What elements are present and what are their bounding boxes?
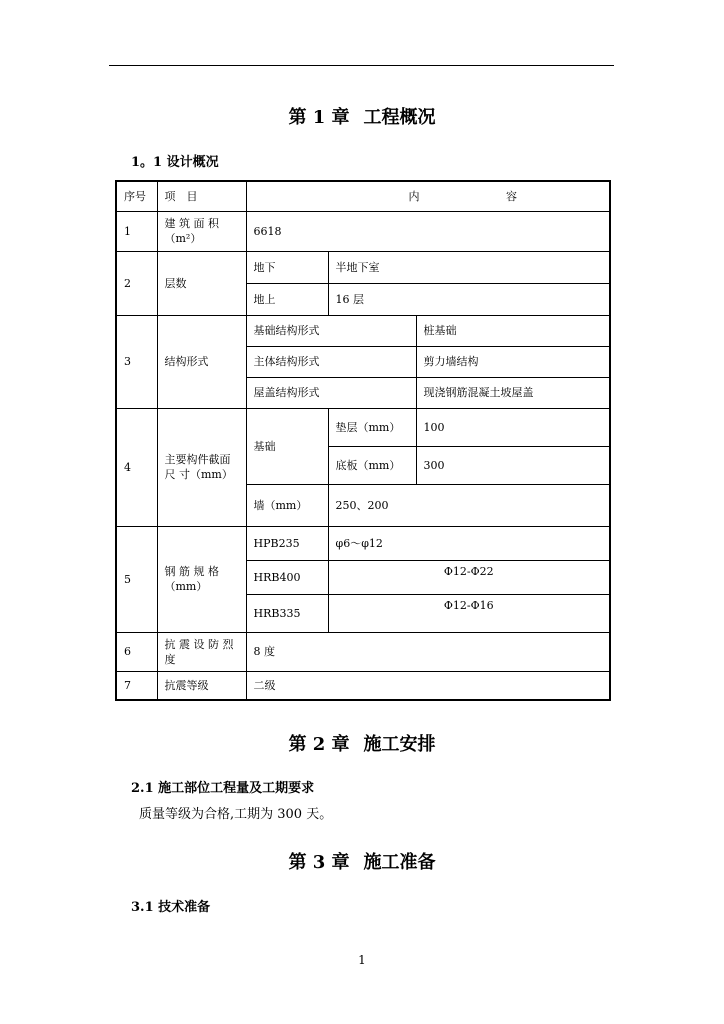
row-no: 3 bbox=[116, 315, 157, 408]
cell-label: 主体结构形式 bbox=[246, 346, 416, 377]
table-row bbox=[116, 671, 610, 700]
cell-value: φ6～φ12 bbox=[328, 526, 610, 560]
chapter-1-number: 第 1 章 bbox=[288, 107, 350, 128]
cell-value: 剪力墙结构 bbox=[416, 346, 610, 377]
cell-label: HRB335 bbox=[246, 594, 328, 632]
row-no: 2 bbox=[116, 251, 157, 315]
cell-label: 地下 bbox=[246, 251, 328, 283]
header-content-a: 内 bbox=[408, 189, 420, 203]
table-row bbox=[116, 526, 610, 560]
cell-label: 底板（mm） bbox=[328, 446, 416, 484]
cell-value: 半地下室 bbox=[328, 251, 610, 283]
chapter-1-title bbox=[0, 103, 724, 129]
row-item: 层数 bbox=[157, 251, 246, 315]
row-no: 4 bbox=[116, 408, 157, 526]
row-value: 6618 bbox=[246, 211, 610, 251]
header-rule bbox=[109, 65, 614, 66]
row-value: 二级 bbox=[246, 671, 610, 700]
cell-label: 地上 bbox=[246, 283, 328, 315]
header-item: 项 目 bbox=[157, 181, 246, 211]
chapter-2-number: 第 2 章 bbox=[288, 734, 350, 755]
row-value: 8 度 bbox=[246, 632, 610, 671]
chapter-2-title bbox=[0, 730, 724, 756]
table-row bbox=[116, 315, 610, 346]
cell-value: 100 bbox=[416, 408, 610, 446]
cell-label: 基础结构形式 bbox=[246, 315, 416, 346]
cell-value: Φ12-Φ22 bbox=[328, 560, 610, 594]
row-item: 抗震等级 bbox=[157, 671, 246, 700]
row-item: 建 筑 面 积（m²） bbox=[157, 211, 246, 251]
table-row bbox=[116, 632, 610, 671]
design-overview-table bbox=[115, 180, 611, 701]
section-2-1-heading: 2.1 施工部位工程量及工期要求 bbox=[131, 781, 315, 796]
row-item: 结构形式 bbox=[157, 315, 246, 408]
cell-value: 现浇钢筋混凝土坡屋盖 bbox=[416, 377, 610, 408]
page-number: 1 bbox=[358, 953, 366, 967]
cell-label: 墙（mm） bbox=[246, 484, 328, 526]
section-2-1-paragraph: 质量等级为合格,工期为 300 天。 bbox=[139, 807, 333, 822]
cell-value: 250、200 bbox=[328, 484, 610, 526]
row-no: 7 bbox=[116, 671, 157, 700]
table-row bbox=[116, 211, 610, 251]
table-row bbox=[116, 408, 610, 446]
cell-label: 垫层（mm） bbox=[328, 408, 416, 446]
cell-value: 桩基础 bbox=[416, 315, 610, 346]
row-no: 1 bbox=[116, 211, 157, 251]
cell-group-label: 基础 bbox=[246, 408, 328, 484]
chapter-1-text: 工程概况 bbox=[363, 107, 436, 128]
row-item: 钢 筋 规 格（mm） bbox=[157, 526, 246, 632]
cell-label: 屋盖结构形式 bbox=[246, 377, 416, 408]
table-row bbox=[116, 251, 610, 283]
chapter-3-title bbox=[0, 848, 724, 874]
cell-value: 16 层 bbox=[328, 283, 610, 315]
cell-value: 300 bbox=[416, 446, 610, 484]
section-1-1-heading: 1。1 设计概况 bbox=[131, 155, 219, 170]
row-no: 5 bbox=[116, 526, 157, 632]
header-no: 序号 bbox=[116, 181, 157, 211]
table-header-row bbox=[116, 181, 610, 211]
chapter-2-text: 施工安排 bbox=[363, 734, 436, 755]
header-content-b: 容 bbox=[506, 189, 517, 203]
header-content bbox=[246, 181, 610, 211]
section-3-1-heading: 3.1 技术准备 bbox=[131, 900, 211, 915]
chapter-3-number: 第 3 章 bbox=[288, 852, 350, 873]
cell-value: Φ12-Φ16 bbox=[328, 594, 610, 632]
row-item: 主要构件截面 尺 寸（mm） bbox=[157, 408, 246, 526]
chapter-3-text: 施工准备 bbox=[363, 852, 436, 873]
cell-label: HPB235 bbox=[246, 526, 328, 560]
cell-label: HRB400 bbox=[246, 560, 328, 594]
row-item: 抗 震 设 防 烈 度 bbox=[157, 632, 246, 671]
row-no: 6 bbox=[116, 632, 157, 671]
